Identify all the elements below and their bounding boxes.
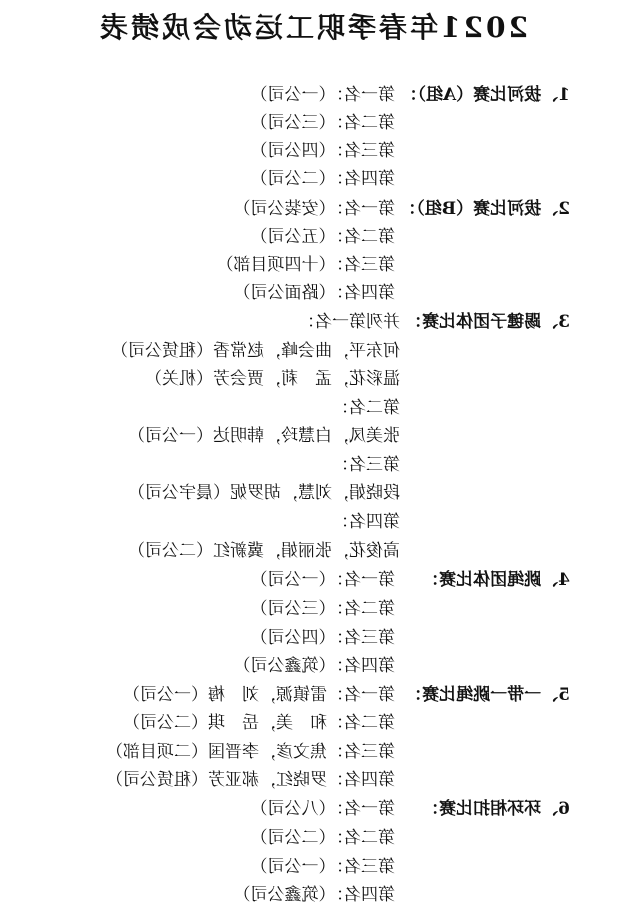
result-row [0, 595, 625, 623]
result-row [0, 223, 625, 251]
result-text: 第二名：（二公司） [250, 828, 395, 848]
event-label: 6、环环相扣比赛： [422, 799, 570, 819]
result-row [0, 394, 625, 422]
result-row [0, 365, 625, 393]
result-row [0, 766, 625, 794]
result-text: 第一名：雷镇源，刘 梅（一公司） [123, 685, 395, 705]
result-row [0, 279, 625, 307]
result-text: 第一名：（一公司） [250, 570, 395, 590]
result-row [0, 738, 625, 766]
result-row [0, 479, 625, 507]
result-text: 第三名：（四公司） [250, 141, 395, 161]
result-text: 第四名：（二公司） [250, 169, 395, 189]
result-text: 第三名：（四公司） [250, 628, 395, 648]
result-text: 第三名：（十四项目部） [216, 255, 395, 275]
result-row [0, 308, 625, 336]
event-label: 2、拔河比赛（B组）： [399, 199, 570, 219]
result-text: 第一名：（八公司） [250, 799, 395, 819]
event-label: 3、踢毽子团体比赛： [405, 312, 570, 332]
result-text: 第二名： [332, 398, 400, 418]
result-text: 温彩花，孟 莉，贾会芳（机关） [145, 369, 400, 389]
result-text: 第二名：（五公司） [250, 227, 395, 247]
result-text: 并列第一名： [298, 312, 400, 332]
result-row [0, 881, 625, 909]
result-text: 第一名：（安装公司） [233, 199, 395, 219]
result-row [0, 251, 625, 279]
result-text: 第二名：（三公司） [250, 599, 395, 619]
result-row [0, 109, 625, 137]
result-text: 第二名：和 美，岳 琪（二公司） [123, 713, 395, 733]
event-label: 1、拔河比赛（A组）： [400, 85, 570, 105]
result-text: 第四名：罗晓红，郝亚芳（租赁公司） [106, 770, 395, 790]
result-row [0, 195, 625, 223]
result-row [0, 508, 625, 536]
result-text: 张美凤，白慧玲，韩明达（一公司） [128, 426, 400, 446]
result-row [0, 853, 625, 881]
result-row [0, 537, 625, 565]
result-text: 何东平，曲会峰，赵常香（租赁公司） [111, 341, 400, 361]
result-row [0, 709, 625, 737]
result-text: 高俊花，张丽娟，冀新红（二公司） [128, 541, 400, 561]
result-text: 第二名：（三公司） [250, 113, 395, 133]
result-text: 第四名：（筑鑫公司） [233, 656, 395, 676]
result-row [0, 337, 625, 365]
result-row [0, 81, 625, 109]
result-text: 段晓娟，刘慧，胡罗妮（晨宇公司） [128, 483, 400, 503]
result-text: 第四名：（路面公司） [233, 283, 395, 303]
result-row [0, 795, 625, 823]
result-row [0, 824, 625, 852]
result-row [0, 652, 625, 680]
result-text: 第三名：焦文彦，李晋国（二项目部） [106, 742, 395, 762]
page-title: 2021年春季职工运动会成绩表 [97, 11, 528, 44]
event-label: 4、跳绳团体比赛： [422, 570, 570, 590]
result-row [0, 681, 625, 709]
result-row [0, 137, 625, 165]
result-text: 第一名：（一公司） [250, 85, 395, 105]
result-row [0, 422, 625, 450]
result-text: 第四名： [332, 512, 400, 532]
result-text: 第三名：（一公司） [250, 857, 395, 877]
result-text: 第四名：（筑鑫公司） [233, 885, 395, 905]
event-label: 5、一带一跳绳比赛： [405, 685, 570, 705]
result-row [0, 566, 625, 594]
result-row [0, 624, 625, 652]
result-row [0, 165, 625, 193]
result-text: 第三名： [332, 455, 400, 475]
result-row [0, 451, 625, 479]
